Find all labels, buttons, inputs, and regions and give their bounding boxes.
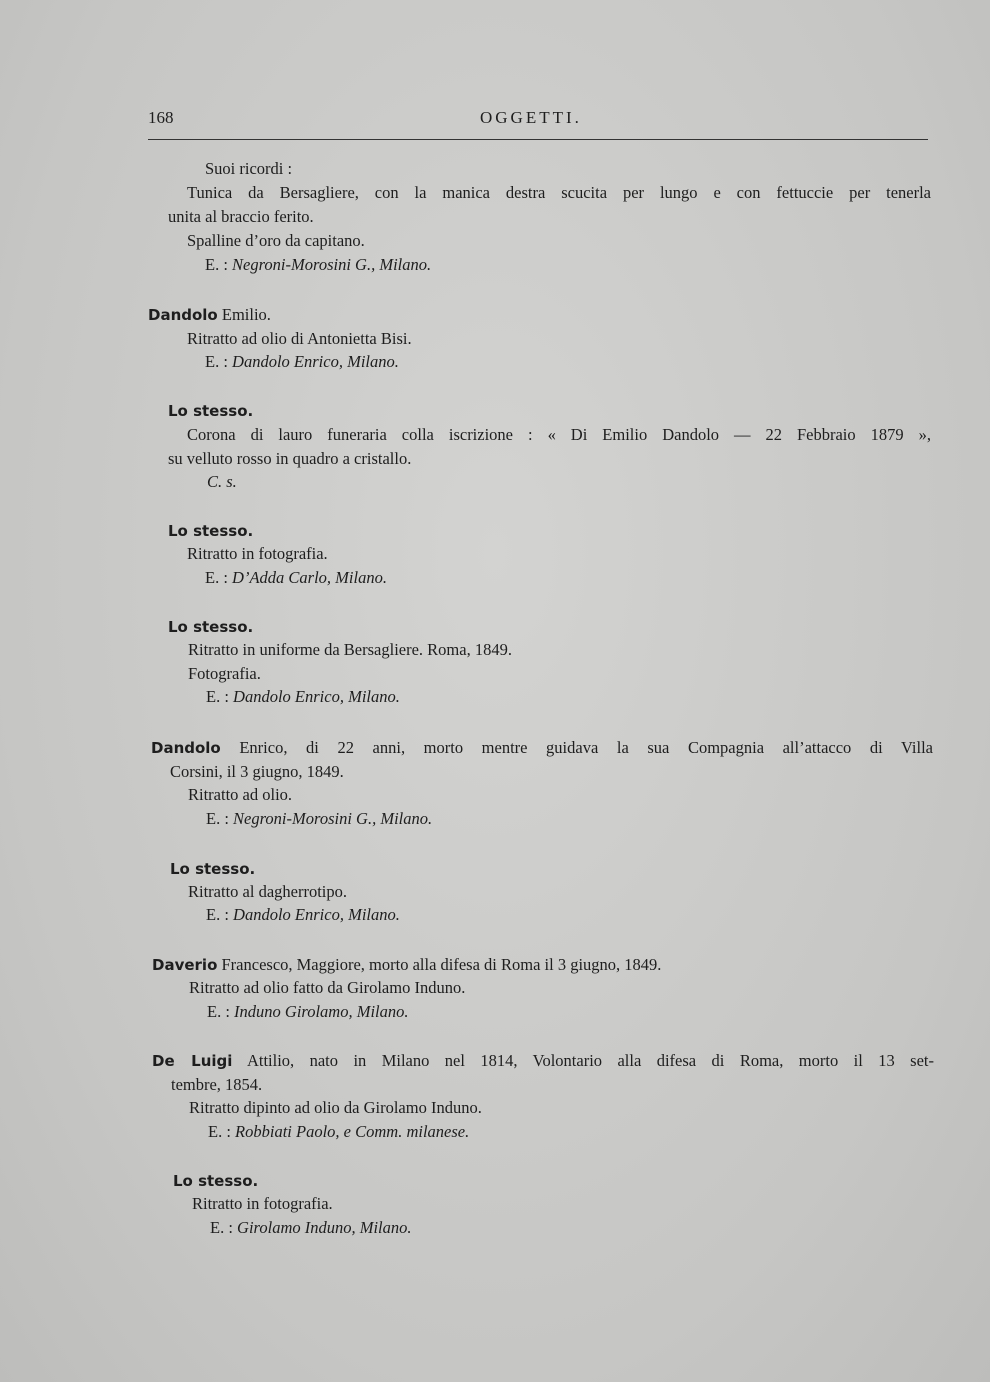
entry-surname: Dandolo xyxy=(151,739,221,757)
entry-given-name: Attilio, nato in Milano nel 1814, Volontario alla difesa di Roma, morto il 13 set- xyxy=(246,1051,935,1070)
entry-line: C. s. xyxy=(207,472,237,491)
page-number: 168 xyxy=(148,108,174,127)
exhibitor-name: Girolamo Induno, Milano. xyxy=(237,1218,412,1237)
entry-heading xyxy=(152,954,661,976)
entry-heading xyxy=(152,1050,934,1072)
entry-line: Ritratto dipinto ad olio da Girolamo Induno. xyxy=(189,1098,482,1117)
entry-line: Tunica da Bersagliere, con la manica destra scucita per lungo e con fettuccie per tenerla xyxy=(187,183,931,202)
exhibitor-line xyxy=(205,351,399,373)
entry-heading xyxy=(151,737,933,759)
header-rule xyxy=(148,139,928,140)
exhibitor-label: E. : xyxy=(206,687,229,706)
entry-line: Corona di lauro funeraria colla iscrizione : « Di Emilio Dandolo — 22 Febbraio 1879 », xyxy=(187,425,931,444)
entry-line: Ritratto al dagherrotipo. xyxy=(188,882,347,901)
entry-line: Ritratto in uniforme da Bersagliere. Roma, 1849. xyxy=(188,640,512,659)
exhibitor-name: D’Adda Carlo, Milano. xyxy=(232,568,387,587)
entry-line: Spalline d’oro da capitano. xyxy=(187,231,365,250)
exhibitor-label: E. : xyxy=(206,809,229,828)
entry-heading: Lo stesso. xyxy=(168,402,254,420)
exhibitor-label: E. : xyxy=(205,568,228,587)
exhibitor-line xyxy=(208,1121,469,1143)
exhibitor-line xyxy=(205,254,431,276)
entry-line: Corsini, il 3 giugno, 1849. xyxy=(170,762,344,781)
exhibitor-name: Negroni-Morosini G., Milano. xyxy=(233,809,433,828)
exhibitor-name: Negroni-Morosini G., Milano. xyxy=(232,255,432,274)
exhibitor-label: E. : xyxy=(205,352,228,371)
running-head: OGGETTI. xyxy=(480,108,582,127)
entry-heading xyxy=(148,304,271,326)
exhibitor-line xyxy=(206,808,432,830)
entry-heading: Lo stesso. xyxy=(170,860,256,878)
entry-line: Ritratto ad olio di Antonietta Bisi. xyxy=(187,329,412,348)
entry-given-name: Enrico, di 22 anni, morto mentre guidava la sua Compagnia all’attacco di Villa xyxy=(239,738,934,757)
exhibitor-name: Dandolo Enrico, Milano. xyxy=(232,352,399,371)
exhibitor-line xyxy=(207,1001,409,1023)
entry-line: Suoi ricordi : xyxy=(205,159,293,178)
entry-given-name: Francesco, Maggiore, morto alla difesa di Roma il 3 giugno, 1849. xyxy=(221,955,662,974)
exhibitor-label: E. : xyxy=(206,905,229,924)
entry-surname: Daverio xyxy=(152,956,218,974)
exhibitor-label: E. : xyxy=(207,1002,230,1021)
entry-surname: Dandolo xyxy=(148,306,218,324)
exhibitor-name: Dandolo Enrico, Milano. xyxy=(233,905,400,924)
exhibitor-name: Induno Girolamo, Milano. xyxy=(234,1002,409,1021)
exhibitor-line xyxy=(210,1217,412,1239)
exhibitor-line xyxy=(206,686,400,708)
exhibitor-line xyxy=(206,904,400,926)
exhibitor-name: Dandolo Enrico, Milano. xyxy=(233,687,400,706)
entry-line: Ritratto ad olio. xyxy=(188,785,293,804)
entry-line: Ritratto ad olio fatto da Girolamo Induno. xyxy=(189,978,466,997)
entry-given-name: Emilio. xyxy=(221,305,271,324)
exhibitor-name: Robbiati Paolo, e Comm. milanese. xyxy=(235,1122,470,1141)
entry-line: Fotografia. xyxy=(188,664,261,683)
entry-line: Ritratto in fotografia. xyxy=(192,1194,333,1213)
exhibitor-label: E. : xyxy=(205,255,228,274)
entry-line: su velluto rosso in quadro a cristallo. xyxy=(168,449,412,468)
exhibitor-line xyxy=(205,567,387,589)
page-header xyxy=(148,108,928,132)
entry-line: unita al braccio ferito. xyxy=(168,207,314,226)
entry-heading: Lo stesso. xyxy=(173,1172,259,1190)
entry-line: Ritratto in fotografia. xyxy=(187,544,328,563)
entry-heading: Lo stesso. xyxy=(168,522,254,540)
entry-heading: Lo stesso. xyxy=(168,618,254,636)
exhibitor-label: E. : xyxy=(210,1218,233,1237)
entry-line: tembre, 1854. xyxy=(171,1075,263,1094)
entry-surname: De Luigi xyxy=(152,1052,233,1070)
exhibitor-label: E. : xyxy=(208,1122,231,1141)
